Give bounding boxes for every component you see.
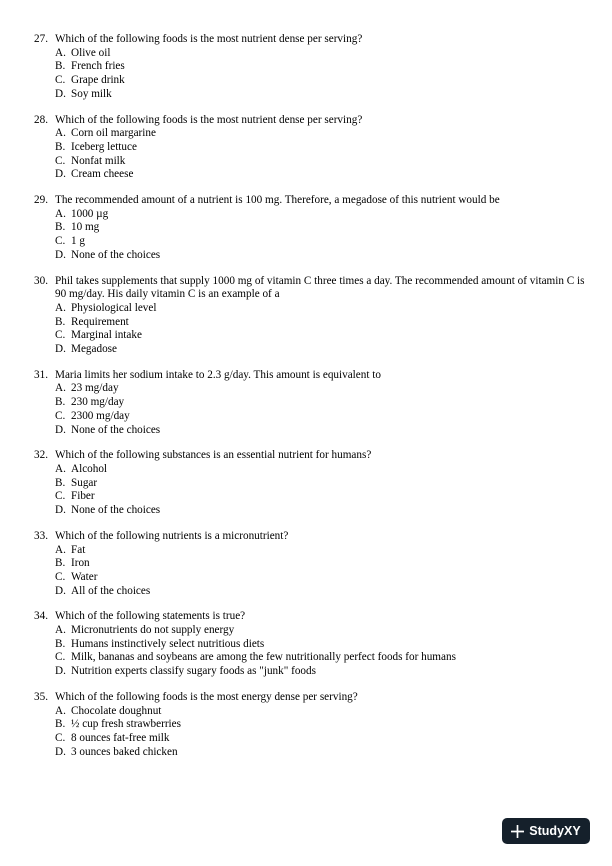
option-letter: B. [55, 315, 66, 328]
option-text: 1 g [71, 235, 85, 248]
question-item [34, 530, 594, 599]
option-text: 23 mg/day [71, 382, 119, 395]
question-item [34, 369, 594, 438]
option-letter: C. [55, 409, 66, 422]
option-letter: B. [55, 476, 66, 489]
option-text: Alcohol [71, 462, 108, 475]
option-letter: C. [55, 235, 66, 248]
option-text: 3 ounces baked chicken [71, 745, 178, 758]
option-text: 2300 mg/day [71, 409, 130, 422]
answer-option [55, 343, 594, 357]
option-letter: B. [55, 718, 66, 731]
question-item [34, 275, 594, 357]
question-item [34, 691, 594, 760]
option-text: Chocolate doughnut [71, 704, 162, 717]
answer-option [55, 88, 594, 102]
question-text: Which of the following substances is an essential nutrient for humans? [55, 449, 372, 462]
option-text: Olive oil [71, 46, 111, 59]
answer-option [55, 316, 594, 330]
question-text: Which of the following foods is the most nutrient dense per serving? [55, 113, 363, 126]
option-text: Iron [71, 557, 90, 570]
option-letter: D. [55, 248, 66, 261]
option-text: 8 ounces fat-free milk [71, 731, 170, 744]
answer-option [55, 410, 594, 424]
option-text: None of the choices [71, 248, 161, 261]
option-text: Humans instinctively select nutritious diets [71, 637, 265, 650]
answer-option [55, 624, 594, 638]
option-text: Micronutrients do not supply energy [71, 624, 235, 637]
question-header [34, 530, 594, 544]
question-text: Which of the following nutrients is a micronutrient? [55, 529, 289, 542]
question-item [34, 33, 594, 102]
question-number: 29. [34, 194, 48, 207]
question-list [34, 33, 594, 771]
option-letter: A. [55, 46, 66, 59]
option-text: Nutrition experts classify sugary foods as "junk" foods [71, 665, 316, 678]
option-text: ½ cup fresh strawberries [71, 718, 181, 731]
question-text: Which of the following foods is the most nutrient dense per serving? [55, 33, 363, 45]
answer-option [55, 504, 594, 518]
answer-option [55, 302, 594, 316]
option-letter: D. [55, 665, 66, 678]
option-letter: A. [55, 543, 66, 556]
answer-option [55, 221, 594, 235]
answer-option [55, 168, 594, 182]
answer-options [55, 382, 594, 437]
question-header [34, 449, 594, 463]
answer-options [55, 463, 594, 518]
answer-option [55, 732, 594, 746]
question-number: 31. [34, 368, 48, 381]
option-letter: C. [55, 651, 66, 664]
option-text: Sugar [71, 476, 98, 489]
answer-option [55, 235, 594, 249]
option-text: None of the choices [71, 504, 161, 517]
question-text: Maria limits her sodium intake to 2.3 g/day. This amount is equivalent to [55, 368, 381, 381]
answer-option [55, 60, 594, 74]
question-header [34, 194, 594, 208]
option-text: Water [71, 570, 98, 583]
option-text: Corn oil margarine [71, 127, 156, 140]
option-text: Nonfat milk [71, 154, 126, 167]
answer-option [55, 47, 594, 61]
option-letter: B. [55, 396, 66, 409]
option-letter: D. [55, 504, 66, 517]
option-text: 10 mg [71, 221, 100, 234]
option-text: Milk, bananas and soybeans are among the few nutritionally perfect foods for humans [71, 651, 456, 664]
answer-option [55, 705, 594, 719]
question-item [34, 610, 594, 679]
answer-option [55, 544, 594, 558]
option-letter: D. [55, 423, 66, 436]
option-text: Requirement [71, 315, 129, 328]
answer-options [55, 127, 594, 182]
question-item [34, 194, 594, 263]
option-letter: D. [55, 168, 66, 181]
option-letter: B. [55, 221, 66, 234]
question-header [34, 275, 594, 302]
option-text: 1000 µg [71, 207, 109, 220]
option-letter: A. [55, 624, 66, 637]
question-text: Phil takes supplements that supply 1000 mg of vitamin C three times a day. The recommended amount of vitamin C is 90 mg/day. His daily vitamin C is an example of a [55, 274, 585, 301]
option-letter: B. [55, 557, 66, 570]
answer-options [55, 624, 594, 679]
option-letter: A. [55, 207, 66, 220]
question-header [34, 369, 594, 383]
answer-options [55, 302, 594, 357]
option-text: Fiber [71, 490, 95, 503]
question-number: 33. [34, 529, 48, 542]
answer-option [55, 746, 594, 760]
answer-options [55, 208, 594, 263]
option-letter: C. [55, 154, 66, 167]
option-letter: A. [55, 382, 66, 395]
answer-option [55, 127, 594, 141]
option-text: None of the choices [71, 423, 161, 436]
option-text: Iceberg lettuce [71, 140, 137, 153]
option-letter: C. [55, 490, 66, 503]
answer-option [55, 249, 594, 263]
plus-icon [511, 825, 524, 838]
answer-option [55, 718, 594, 732]
option-letter: D. [55, 87, 66, 100]
question-number: 35. [34, 690, 48, 703]
option-text: Soy milk [71, 87, 112, 100]
question-number: 27. [34, 33, 48, 45]
studyxy-badge[interactable] [502, 818, 590, 844]
question-number: 30. [34, 274, 48, 287]
option-letter: D. [55, 584, 66, 597]
option-letter: A. [55, 704, 66, 717]
brand-name: StudyXY [529, 824, 581, 838]
option-text: Marginal intake [71, 329, 142, 342]
answer-option [55, 651, 594, 665]
option-letter: B. [55, 60, 66, 73]
option-letter: B. [55, 637, 66, 650]
question-number: 34. [34, 610, 48, 623]
question-item [34, 114, 594, 183]
question-number: 28. [34, 113, 48, 126]
option-letter: A. [55, 462, 66, 475]
answer-option [55, 155, 594, 169]
option-letter: C. [55, 74, 66, 87]
question-text: Which of the following foods is the most energy dense per serving? [55, 690, 358, 703]
option-text: Fat [71, 543, 86, 556]
option-text: All of the choices [71, 584, 151, 597]
option-text: Megadose [71, 343, 117, 356]
answer-option [55, 571, 594, 585]
option-letter: D. [55, 745, 66, 758]
question-header [34, 610, 594, 624]
option-letter: C. [55, 570, 66, 583]
option-letter: C. [55, 731, 66, 744]
answer-option [55, 490, 594, 504]
option-text: French fries [71, 60, 125, 73]
answer-option [55, 665, 594, 679]
answer-option [55, 638, 594, 652]
option-letter: A. [55, 301, 66, 314]
answer-option [55, 329, 594, 343]
option-text: Physiological level [71, 301, 157, 314]
answer-option [55, 396, 594, 410]
question-header [34, 33, 594, 47]
option-letter: C. [55, 329, 66, 342]
question-number: 32. [34, 449, 48, 462]
question-text: Which of the following statements is true? [55, 610, 246, 623]
question-header [34, 114, 594, 128]
answer-options [55, 47, 594, 102]
answer-options [55, 544, 594, 599]
question-item [34, 449, 594, 518]
answer-option [55, 141, 594, 155]
answer-option [55, 424, 594, 438]
answer-option [55, 585, 594, 599]
answer-option [55, 74, 594, 88]
question-header [34, 691, 594, 705]
option-letter: B. [55, 140, 66, 153]
question-text: The recommended amount of a nutrient is 100 mg. Therefore, a megadose of this nutrient would be [55, 194, 500, 207]
answer-option [55, 477, 594, 491]
option-text: Grape drink [71, 74, 125, 87]
answer-option [55, 463, 594, 477]
answer-option [55, 557, 594, 571]
option-text: 230 mg/day [71, 396, 125, 409]
option-letter: D. [55, 343, 66, 356]
option-text: Cream cheese [71, 168, 134, 181]
answer-option [55, 208, 594, 222]
option-letter: A. [55, 127, 66, 140]
answer-options [55, 705, 594, 760]
answer-option [55, 382, 594, 396]
